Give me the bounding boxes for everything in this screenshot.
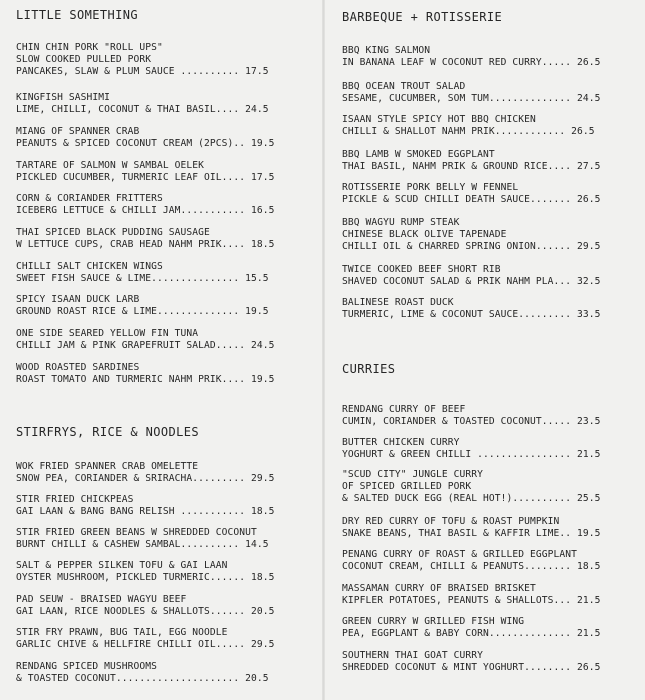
menu-item xyxy=(342,437,636,461)
menu-item-line: DRY RED CURRY OF TOFU & ROAST PUMPKIN xyxy=(342,516,560,527)
menu-item xyxy=(342,650,636,674)
menu-item xyxy=(342,404,636,428)
section-heading: BARBEQUE + ROTISSERIE xyxy=(342,10,503,24)
menu-item-line: PICKLE & SCUD CHILLI DEATH SAUCE....... 26.5 xyxy=(342,194,601,205)
menu-item xyxy=(16,126,310,150)
menu-item-line: CHILLI JAM & PINK GRAPEFRUIT SALAD..... 24.5 xyxy=(16,340,275,351)
menu-item-line: TURMERIC, LIME & COCONUT SAUCE......... 33.5 xyxy=(342,309,601,320)
menu-item-line: SALT & PEPPER SILKEN TOFU & GAI LAAN xyxy=(16,560,228,571)
menu-item-line: YOGHURT & GREEN CHILLI ................ 21.5 xyxy=(342,449,601,460)
menu-item xyxy=(16,494,310,518)
menu-item-line: THAI BASIL, NAHM PRIK & GROUND RICE.... 27.5 xyxy=(342,161,601,172)
menu-item-line: STIR FRIED GREEN BEANS W SHREDDED COCONUT xyxy=(16,527,257,538)
menu-item xyxy=(16,461,310,485)
menu-item-line: GAI LAAN, RICE NOODLES & SHALLOTS...... 20.5 xyxy=(16,606,275,617)
section-heading: STIRFRYS, RICE & NOODLES xyxy=(16,425,199,439)
menu-item-line: GAI LAAN & BANG BANG RELISH ........... 18.5 xyxy=(16,506,275,517)
menu-item-line: ISAAN STYLE SPICY HOT BBQ CHICKEN xyxy=(342,114,536,125)
menu-item-line: & SALTED DUCK EGG (REAL HOT!).......... 25.5 xyxy=(342,493,601,504)
menu-item-line: & TOASTED COCONUT..................... 20.5 xyxy=(16,673,269,684)
menu-item-line: KINGFISH SASHIMI xyxy=(16,92,111,103)
section-heading: LITTLE SOMETHING xyxy=(16,8,138,22)
menu-item xyxy=(342,81,636,105)
menu-item-line: CHILLI OIL & CHARRED SPRING ONION...... 29.5 xyxy=(342,241,601,252)
menu-item xyxy=(16,362,310,386)
menu-item-line: SNOW PEA, CORIANDER & SRIRACHA......... 29.5 xyxy=(16,473,275,484)
menu-item-line: GARLIC CHIVE & HELLFIRE CHILLI OIL..... 29.5 xyxy=(16,639,275,650)
menu-item-line: BBQ KING SALMON xyxy=(342,45,431,56)
menu-item-line: SHREDDED COCONUT & MINT YOGHURT........ 26.5 xyxy=(342,662,601,673)
menu-item xyxy=(342,264,636,288)
menu-item-line: SESAME, CUCUMBER, SOM TUM.............. 24.5 xyxy=(342,93,601,104)
menu-item-line: BURNT CHILLI & CASHEW SAMBAL.......... 14.5 xyxy=(16,539,269,550)
menu-item xyxy=(342,616,636,640)
menu-item-line: OYSTER MUSHROOM, PICKLED TURMERIC...... 18.5 xyxy=(16,572,275,583)
menu-item-line: RENDANG SPICED MUSHROOMS xyxy=(16,661,158,672)
menu-item-line: CUMIN, CORIANDER & TOASTED COCONUT..... 23.5 xyxy=(342,416,601,427)
menu-item-line: SWEET FISH SAUCE & LIME............... 15.5 xyxy=(16,273,269,284)
menu-item-line: CHIN CHIN PORK "ROLL UPS" xyxy=(16,42,163,53)
menu-item-line: PENANG CURRY OF ROAST & GRILLED EGGPLANT xyxy=(342,549,578,560)
menu-item-line: PICKLED CUCUMBER, TURMERIC LEAF OIL.... 17.5 xyxy=(16,172,275,183)
menu-item-line: BALINESE ROAST DUCK xyxy=(342,297,454,308)
menu-item xyxy=(342,469,636,505)
menu-item-line: CHILLI SALT CHICKEN WINGS xyxy=(16,261,163,272)
menu-item xyxy=(342,583,636,607)
menu-item xyxy=(342,549,636,573)
menu-item-line: TWICE COOKED BEEF SHORT RIB xyxy=(342,264,501,275)
menu-item-line: COCONUT CREAM, CHILLI & PEANUTS........ 18.5 xyxy=(342,561,601,572)
page-fold xyxy=(322,0,325,700)
menu-item-line: OF SPICED GRILLED PORK xyxy=(342,481,472,492)
menu-item-line: ONE SIDE SEARED YELLOW FIN TUNA xyxy=(16,328,199,339)
menu-item-line: "SCUD CITY" JUNGLE CURRY xyxy=(342,469,484,480)
menu-item-line: GREEN CURRY W GRILLED FISH WING xyxy=(342,616,525,627)
menu-item-line: CORN & CORIANDER FRITTERS xyxy=(16,193,163,204)
menu-item-line: WOOD ROASTED SARDINES xyxy=(16,362,140,373)
menu-item-line: CHILLI & SHALLOT NAHM PRIK............ 26.5 xyxy=(342,126,595,137)
menu-item xyxy=(16,560,310,584)
menu-item xyxy=(342,114,636,138)
menu-item-line: SNAKE BEANS, THAI BASIL & KAFFIR LIME.. 19.5 xyxy=(342,528,601,539)
menu-item-line: RENDANG CURRY OF BEEF xyxy=(342,404,466,415)
menu-item xyxy=(16,193,310,217)
menu-item-line: SOUTHERN THAI GOAT CURRY xyxy=(342,650,484,661)
menu-item-line: GROUND ROAST RICE & LIME.............. 19.5 xyxy=(16,306,269,317)
menu-item-line: BUTTER CHICKEN CURRY xyxy=(342,437,460,448)
menu-item-line: SPICY ISAAN DUCK LARB xyxy=(16,294,140,305)
menu-item xyxy=(16,160,310,184)
menu-item-line: BBQ OCEAN TROUT SALAD xyxy=(342,81,466,92)
menu-item-line: W LETTUCE CUPS, CRAB HEAD NAHM PRIK.... 18.5 xyxy=(16,239,275,250)
menu-item xyxy=(342,182,636,206)
menu-item-line: KIPFLER POTATOES, PEANUTS & SHALLOTS... 21.5 xyxy=(342,595,601,606)
menu-item-line: PEA, EGGPLANT & BABY CORN.............. 21.5 xyxy=(342,628,601,639)
menu-item xyxy=(16,527,310,551)
menu-item-line: MIANG OF SPANNER CRAB xyxy=(16,126,140,137)
menu-item xyxy=(16,294,310,318)
menu-item-line: SLOW COOKED PULLED PORK xyxy=(16,54,152,65)
menu-item xyxy=(16,661,310,685)
menu-item-line: THAI SPICED BLACK PUDDING SAUSAGE xyxy=(16,227,210,238)
menu-item xyxy=(16,261,310,285)
menu-item-line: CHINESE BLACK OLIVE TAPENADE xyxy=(342,229,507,240)
menu-item-line: BBQ WAGYU RUMP STEAK xyxy=(342,217,460,228)
menu-item-line: PANCAKES, SLAW & PLUM SAUCE .......... 17.5 xyxy=(16,66,269,77)
menu-item xyxy=(342,149,636,173)
menu-item xyxy=(342,45,636,69)
menu-item-line: BBQ LAMB W SMOKED EGGPLANT xyxy=(342,149,495,160)
menu-item-line: MASSAMAN CURRY OF BRAISED BRISKET xyxy=(342,583,536,594)
menu-item-line: ROAST TOMATO AND TURMERIC NAHM PRIK.... 19.5 xyxy=(16,374,275,385)
menu-item xyxy=(16,92,310,116)
menu-item-line: PEANUTS & SPICED COCONUT CREAM (2PCS).. 19.5 xyxy=(16,138,275,149)
menu-item xyxy=(16,627,310,651)
menu-item xyxy=(342,516,636,540)
menu-item xyxy=(16,227,310,251)
menu-item xyxy=(16,594,310,618)
menu-item xyxy=(16,328,310,352)
menu-item xyxy=(342,297,636,321)
menu-item-line: LIME, CHILLI, COCONUT & THAI BASIL.... 24.5 xyxy=(16,104,269,115)
section-heading: CURRIES xyxy=(342,362,396,376)
menu-item-line: STIR FRY PRAWN, BUG TAIL, EGG NOODLE xyxy=(16,627,228,638)
menu-item-line: IN BANANA LEAF W COCONUT RED CURRY..... 26.5 xyxy=(342,57,601,68)
menu-item-line: ROTISSERIE PORK BELLY W FENNEL xyxy=(342,182,519,193)
menu-item-line: WOK FRIED SPANNER CRAB OMELETTE xyxy=(16,461,199,472)
menu-item-line: ICEBERG LETTUCE & CHILLI JAM........... 16.5 xyxy=(16,205,275,216)
menu-item-line: STIR FRIED CHICKPEAS xyxy=(16,494,134,505)
menu-item-line: PAD SEUW - BRAISED WAGYU BEEF xyxy=(16,594,187,605)
menu-item-line: SHAVED COCONUT SALAD & PRIK NAHM PLA... 32.5 xyxy=(342,276,601,287)
menu-item-line: TARTARE OF SALMON W SAMBAL OELEK xyxy=(16,160,205,171)
menu-item xyxy=(16,42,310,78)
menu-item xyxy=(342,217,636,253)
